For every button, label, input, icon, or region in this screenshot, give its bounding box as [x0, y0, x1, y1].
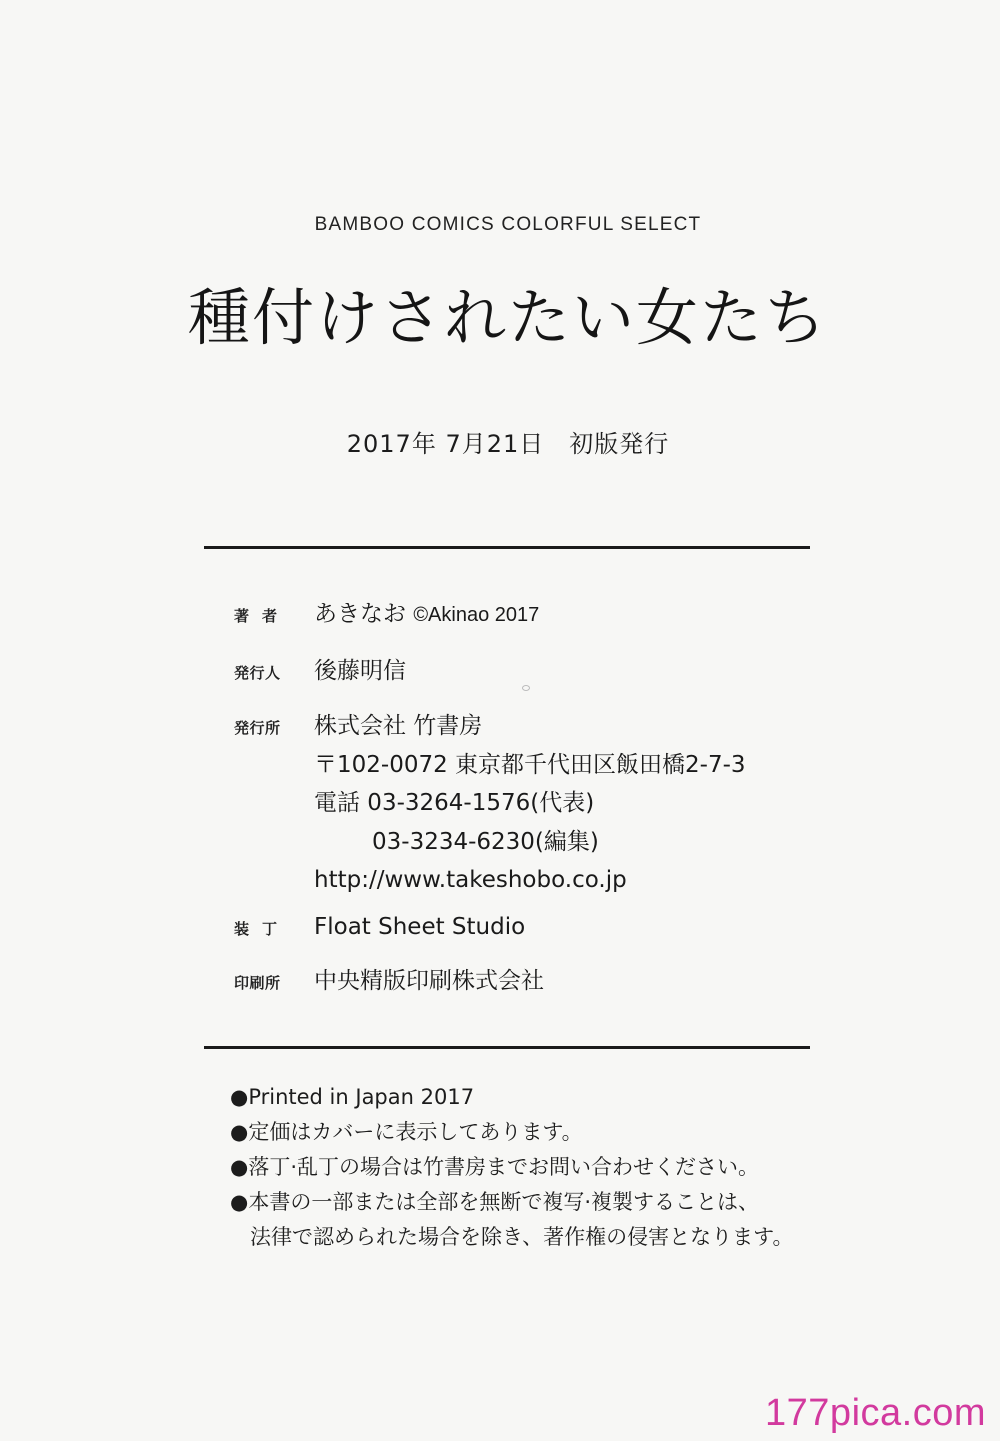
note-defects: ●落丁·乱丁の場合は竹書房までお問い合わせください。 — [230, 1155, 759, 1179]
publisher-phone-main: 電話 03-3264-1576(代表) — [314, 790, 595, 816]
publisher-address: 〒102-0072 東京都千代田区飯田橋2-7-3 — [314, 751, 746, 778]
printer-row — [234, 964, 544, 998]
publisher-url[interactable]: http://www.takeshobo.co.jp — [314, 867, 627, 893]
design-value: Float Sheet Studio — [314, 914, 526, 940]
author-name: あきなお — [314, 601, 406, 627]
notes-block — [230, 1080, 793, 1255]
author-value — [314, 597, 539, 632]
speck-decoration — [522, 685, 530, 691]
publisher-person-value: 後藤明信 — [314, 658, 406, 684]
design-label: 装丁 — [234, 920, 291, 938]
author-label: 著者 — [234, 607, 291, 625]
publisher-label: 発行所 — [234, 719, 281, 737]
printer-value: 中央精版印刷株式会社 — [314, 968, 544, 994]
design-row — [234, 910, 525, 944]
note-copyright: ●本書の一部または全部を無断で複写·複製することは、 — [230, 1190, 759, 1214]
author-copyright: ©Akinao 2017 — [413, 604, 540, 626]
edition-date: 2017年 7月21日 初版発行 — [346, 430, 670, 458]
note-copyright-continued: 法律で認められた場合を除き、著作権の侵害となります。 — [250, 1225, 794, 1249]
site-watermark: 177pica.com — [765, 1392, 986, 1434]
top-divider — [204, 546, 810, 549]
note-price: ●定価はカバーに表示してあります。 — [230, 1120, 583, 1144]
publisher-person-row — [234, 654, 406, 688]
note-printed: ●Printed in Japan 2017 — [230, 1085, 475, 1109]
publisher-phone-edit: 03-3234-6230(編集) — [372, 828, 599, 855]
author-row — [234, 597, 539, 632]
series-name: BAMBOO COMICS COLORFUL SELECT — [314, 214, 702, 235]
publisher-row — [234, 707, 746, 900]
publisher-person-label: 発行人 — [234, 664, 281, 682]
publisher-block — [314, 707, 746, 900]
printer-label: 印刷所 — [234, 974, 281, 992]
publisher-company: 株式会社 竹書房 — [314, 713, 483, 739]
book-title: 種付けされたい女たち — [187, 281, 828, 354]
bottom-divider — [204, 1046, 810, 1049]
